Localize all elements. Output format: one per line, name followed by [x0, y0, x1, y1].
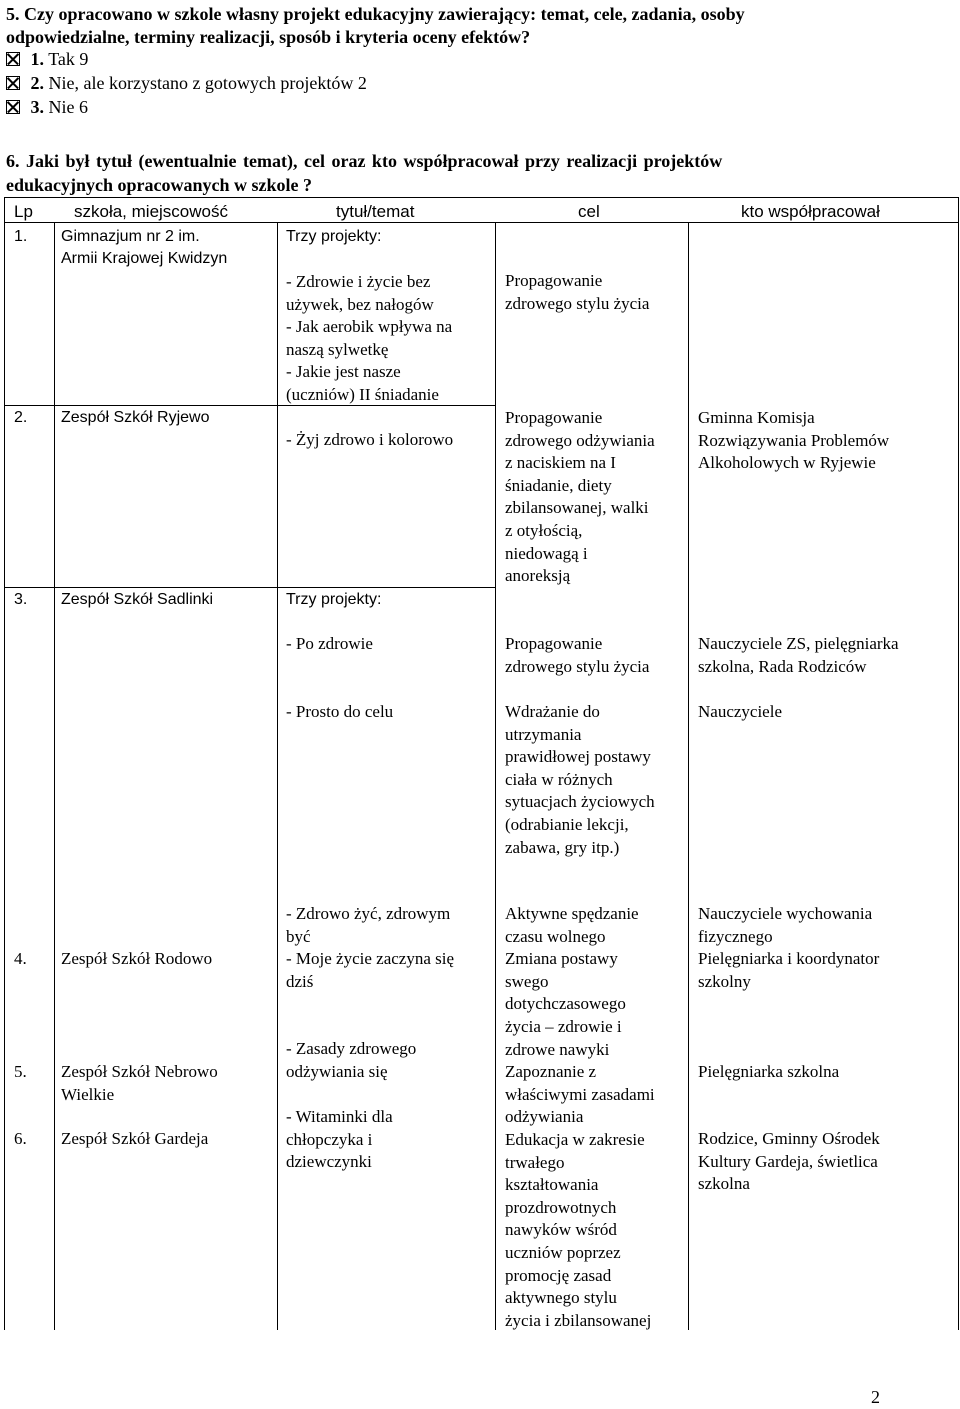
q5-answer-1	[6, 48, 88, 71]
goal-line: zdrowego odżywiania	[505, 430, 655, 450]
goal-line: zabawa, gry itp.)	[505, 837, 620, 857]
row1-school-line2: Armii Krajowej Kwidzyn	[61, 250, 228, 267]
answer-text: Nie 6	[48, 97, 88, 117]
goal-line: Propagowanie	[505, 634, 603, 653]
page-number: 2	[871, 1387, 880, 1407]
goal-line: Aktywne spędzanie	[505, 904, 639, 923]
rows456-who-c	[698, 1128, 880, 1196]
goal-line: z naciskiem na I	[505, 453, 616, 473]
table-left-border	[4, 197, 5, 1330]
who-line: Kultury Gardeja, świetlica	[698, 1151, 878, 1171]
column-divider	[277, 222, 278, 1330]
q5-line1: 5. Czy opracowano w szkole własny projekt edukacyjny zawierający: temat, cele, zadania, osoby	[6, 4, 745, 24]
row-divider	[4, 587, 496, 588]
row6-lp: 6.	[14, 1129, 27, 1148]
row2-lp: 2.	[14, 409, 28, 426]
who-line: Rozwiązywania Problemów	[698, 430, 890, 450]
rows456-who-a	[698, 903, 879, 993]
goal-line: nawyków wśród	[505, 1220, 617, 1240]
goal-line: z otyłością,	[505, 520, 583, 540]
goal-line: sytuacjach życiowych	[505, 792, 655, 812]
goal-line: Wdrażanie do	[505, 702, 600, 721]
row2-title: - Żyj zdrowo i kolorowo	[286, 430, 454, 449]
header-title: tytuł/temat	[336, 202, 415, 221]
row3-school: Zespół Szkół Sadlinki	[61, 591, 214, 608]
answer-num: 1.	[30, 49, 44, 69]
goal-line: utrzymania	[505, 724, 582, 744]
answer-text: Tak 9	[48, 49, 89, 69]
goal-line: ciała w różnych	[505, 769, 613, 789]
title-line: chłopczyka i	[286, 1129, 373, 1149]
goal-line: zbilansowanej, walki	[505, 498, 649, 518]
goal-line: Edukacja w zakresie	[505, 1129, 645, 1149]
row4-school: Zespół Szkół Rodowo	[61, 949, 213, 968]
row4-lp: 4.	[14, 949, 27, 968]
goal-line: zdrowego stylu życia	[505, 293, 650, 313]
goal-line: aktywnego stylu	[505, 1288, 617, 1308]
q5-line2: odpowiedzialne, terminy realizacji, sposób i kryteria oceny efektów?	[6, 27, 531, 47]
column-divider	[495, 222, 496, 1330]
who-line: fizycznego	[698, 926, 773, 946]
column-divider	[54, 222, 55, 1330]
row1-school-line1: Gimnazjum nr 2 im.	[61, 228, 200, 245]
who-line: szkolna, Rada Rodziców	[698, 656, 867, 676]
title-line: (uczniów) II śniadanie	[286, 384, 439, 404]
goal-line: zdrowego stylu życia	[505, 656, 650, 676]
rows456-titles	[286, 903, 454, 1174]
goal-line: anoreksją	[505, 566, 571, 586]
goal-line: życia – zdrowie i	[505, 1016, 622, 1036]
q6-line2: edukacyjnych opracowanych w szkole ?	[6, 175, 313, 195]
school-line: Zespół Szkół Nebrowo	[61, 1062, 218, 1081]
goal-line: dotychczasowego	[505, 994, 626, 1014]
rows456-goals	[505, 903, 655, 1332]
goal-line: życia i zbilansowanej	[505, 1310, 652, 1330]
goal-line: Zmiana postawy	[505, 949, 618, 969]
checked-box-icon	[6, 100, 20, 114]
title-line: - Witaminki dla	[286, 1107, 393, 1127]
row1-lp: 1.	[14, 228, 28, 245]
who-line: szkolna	[698, 1174, 750, 1194]
row3-project1-title: - Po zdrowie	[286, 634, 373, 653]
row3-project2-title: - Prosto do celu	[286, 702, 394, 721]
answer-text: Nie, ale korzystano z gotowych projektów 2	[48, 73, 367, 93]
who-line: Gminna Komisja	[698, 408, 815, 427]
row3-project2-goal	[505, 701, 655, 859]
header-school: szkoła, miejscowość	[74, 202, 228, 221]
header-lp: Lp	[14, 202, 33, 221]
who-line: szkolny	[698, 971, 751, 991]
row1-goal	[505, 270, 649, 315]
who-line: Pielęgniarka i koordynator	[698, 949, 880, 969]
row2-goal	[505, 407, 655, 588]
title-line: dziś	[286, 971, 314, 991]
column-divider	[688, 222, 689, 1330]
who-line: Nauczyciele wychowania	[698, 904, 873, 923]
q5-answer-3	[6, 96, 88, 119]
header-goal: cel	[578, 202, 600, 221]
row3-project1-goal	[505, 633, 649, 678]
answer-num: 2.	[30, 73, 44, 93]
checked-box-icon	[6, 76, 20, 90]
row5-school	[61, 1061, 218, 1106]
row1-title	[286, 226, 452, 406]
goal-line: Propagowanie	[505, 408, 603, 427]
table-right-border	[958, 197, 959, 1330]
checked-box-icon	[6, 52, 20, 66]
row2-who	[698, 407, 889, 475]
header-who: kto współpracował	[741, 202, 880, 221]
goal-line: właściwymi zasadami	[505, 1084, 655, 1104]
goal-line: zdrowe nawyki	[505, 1039, 610, 1059]
title-line: - Jak aerobik wpływa na	[286, 317, 453, 336]
q6-line1: 6. Jaki był tytuł (ewentualnie temat), cel oraz kto współpracował przy realizacji projektów	[6, 151, 723, 171]
title-line: - Zdrowie i życie bez	[286, 272, 431, 291]
who-line: Nauczyciele ZS, pielęgniarka	[698, 634, 899, 653]
row6-school: Zespół Szkół Gardeja	[61, 1129, 209, 1148]
title-line: być	[286, 926, 311, 946]
goal-line: promocję zasad	[505, 1265, 612, 1285]
title-line: - Jakie jest nasze	[286, 362, 401, 381]
q5-answer-2	[6, 72, 367, 95]
title-line	[286, 249, 452, 272]
row3-lp: 3.	[14, 591, 28, 608]
answer-num: 3.	[30, 97, 44, 117]
title-line: naszą sylwetkę	[286, 339, 389, 359]
title-line: Trzy projekty:	[286, 228, 382, 245]
goal-line: niedowagą i	[505, 543, 588, 563]
goal-line: swego	[505, 971, 549, 991]
goal-line: śniadanie, diety	[505, 475, 612, 495]
rows456-who-b: Pielęgniarka szkolna	[698, 1062, 840, 1081]
row3-project1-who	[698, 633, 899, 678]
goal-line: (odrabianie lekcji,	[505, 814, 629, 834]
row3-title-intro: Trzy projekty:	[286, 591, 382, 608]
goal-line: czasu wolnego	[505, 926, 606, 946]
title-line: dziewczynki	[286, 1152, 372, 1172]
spacer	[286, 993, 454, 1038]
goal-line: trwałego	[505, 1152, 565, 1172]
goal-line: kształtowania	[505, 1175, 599, 1195]
title-line: - Zdrowo żyć, zdrowym	[286, 904, 451, 923]
goal-line: Zapoznanie z	[505, 1062, 597, 1082]
goal-line: prozdrowotnych	[505, 1197, 617, 1217]
row3-project2-who: Nauczyciele	[698, 702, 782, 721]
goal-line: prawidłowej postawy	[505, 747, 651, 767]
title-line: odżywiania się	[286, 1061, 388, 1081]
table-top-border	[4, 197, 959, 198]
title-line: używek, bez nałogów	[286, 294, 434, 314]
row2-school: Zespół Szkół Ryjewo	[61, 409, 210, 426]
who-line: Rodzice, Gminny Ośrodek	[698, 1129, 880, 1148]
school-line: Wielkie	[61, 1084, 115, 1104]
goal-line: odżywiania	[505, 1107, 584, 1127]
title-line: - Zasady zdrowego	[286, 1039, 417, 1059]
spacer	[286, 1084, 454, 1107]
goal-line: Propagowanie	[505, 271, 603, 290]
goal-line: uczniów poprzez	[505, 1242, 621, 1262]
title-line: - Moje życie zaczyna się	[286, 949, 455, 969]
row5-lp: 5.	[14, 1062, 27, 1081]
who-line: Alkoholowych w Ryjewie	[698, 453, 876, 473]
